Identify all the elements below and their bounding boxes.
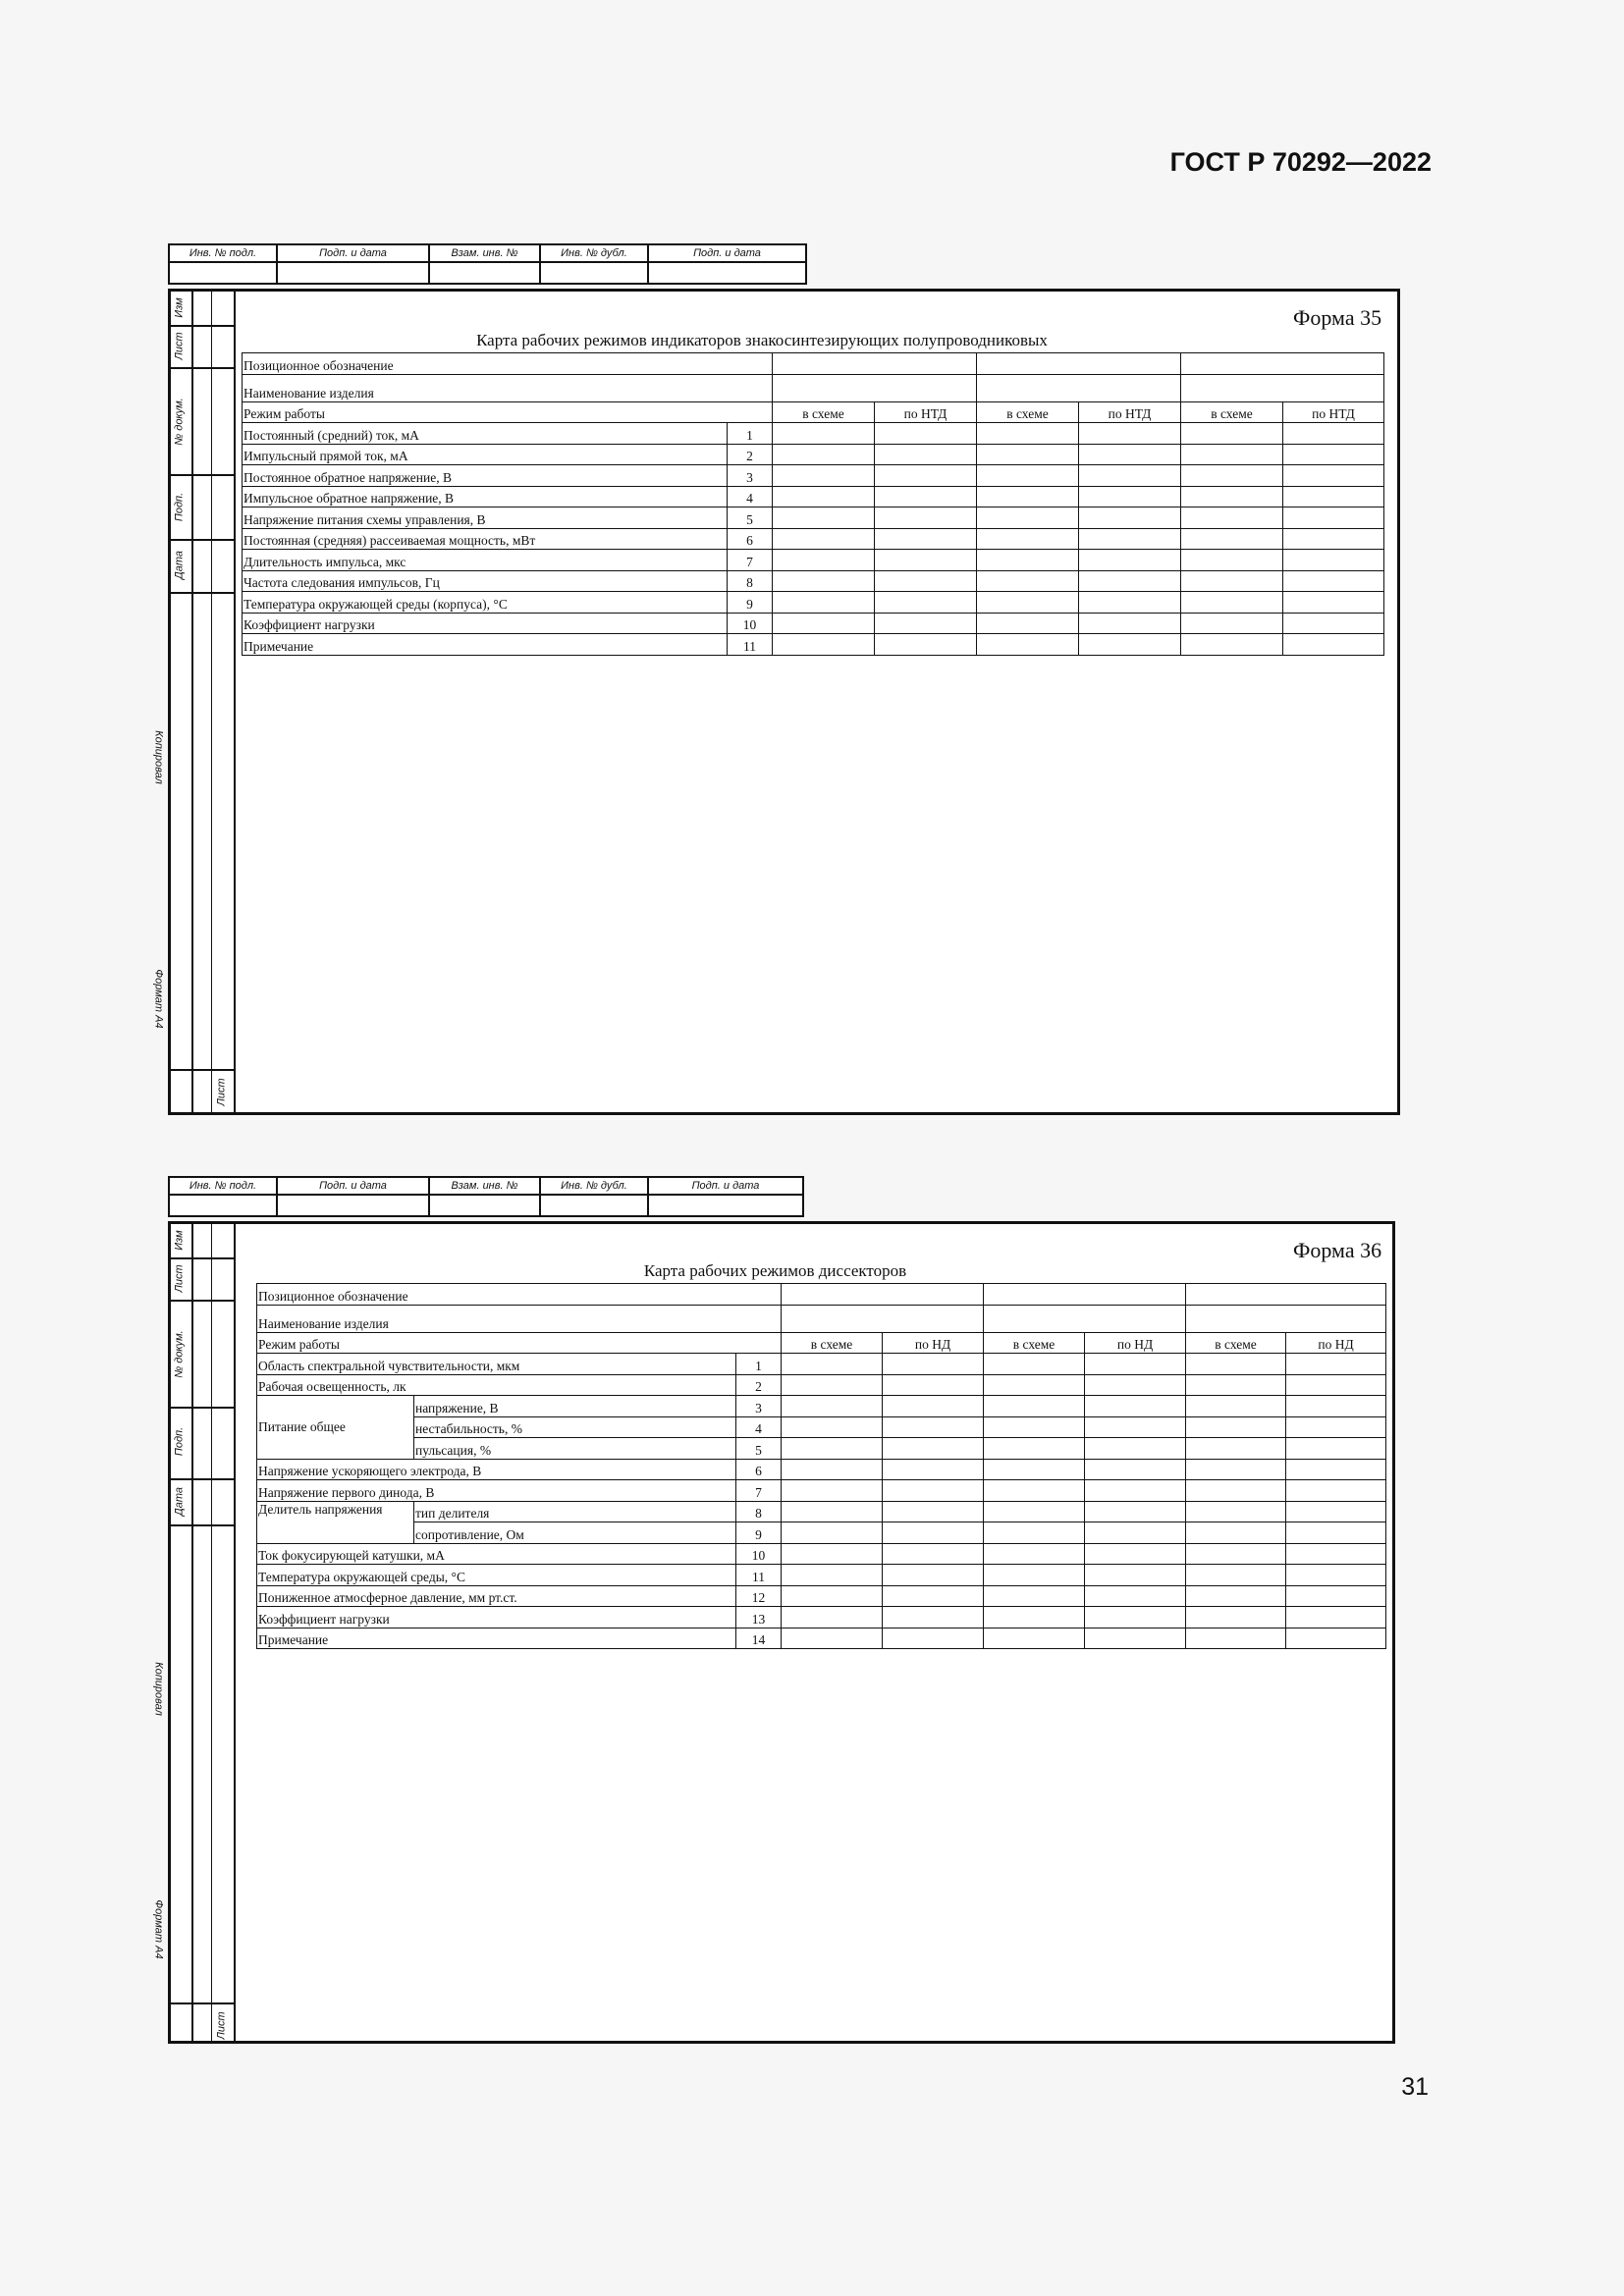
mode-col: по НТД bbox=[1079, 401, 1181, 423]
row-label: Постоянная (средняя) рассеиваемая мощность, мВт bbox=[243, 528, 728, 550]
row-label: Длительность импульса, мкс bbox=[243, 550, 728, 571]
row-label: Постоянный (средний) ток, мА bbox=[243, 423, 728, 445]
mode-col: в схеме bbox=[782, 1332, 883, 1354]
row-label: Примечание bbox=[243, 634, 728, 656]
row-num: 3 bbox=[736, 1396, 782, 1417]
form-title: Карта рабочих режимов диссекторов bbox=[643, 1261, 907, 1280]
row-label: Напряжение первого динода, В bbox=[257, 1480, 736, 1502]
table-row bbox=[243, 507, 1384, 529]
standard-number: ГОСТ Р 70292—2022 bbox=[1169, 147, 1432, 177]
row-label: нестабильность, % bbox=[414, 1416, 736, 1438]
table-row bbox=[257, 1480, 1386, 1502]
header-row-label: Режим работы bbox=[257, 1332, 782, 1354]
row-num: 8 bbox=[736, 1501, 782, 1522]
row-num: 1 bbox=[736, 1354, 782, 1375]
row-label: Область спектральной чувствительности, мкм bbox=[257, 1354, 736, 1375]
mode-col: по НТД bbox=[875, 401, 977, 423]
row-num: 8 bbox=[728, 570, 773, 592]
group-label: Делитель напряжения bbox=[257, 1501, 414, 1543]
row-num: 11 bbox=[736, 1565, 782, 1586]
row-label: Пониженное атмосферное давление, мм рт.ст. bbox=[257, 1585, 736, 1607]
table-row bbox=[257, 1565, 1386, 1586]
stamp-label: Инв. № дубл. bbox=[540, 244, 648, 262]
row-num: 9 bbox=[736, 1522, 782, 1544]
side-label: Дата bbox=[173, 1486, 186, 1517]
mode-col: по НТД bbox=[1283, 401, 1384, 423]
side-label: Подп. bbox=[173, 492, 186, 522]
row-label: Температура окружающей среды (корпуса), °С bbox=[243, 592, 728, 614]
row-label: Температура окружающей среды, °С bbox=[257, 1565, 736, 1586]
row-label: Постоянное обратное напряжение, В bbox=[243, 465, 728, 487]
stamp-label: Подп. и дата bbox=[277, 1177, 429, 1195]
row-label: напряжение, В bbox=[414, 1396, 736, 1417]
table-row bbox=[243, 486, 1384, 507]
table-row bbox=[243, 634, 1384, 656]
format-label: Формат А4 bbox=[152, 969, 165, 1029]
form-id: Форма 36 bbox=[1293, 1238, 1382, 1262]
row-label: Импульсный прямой ток, мА bbox=[243, 444, 728, 465]
row-num: 13 bbox=[736, 1607, 782, 1629]
row-num: 12 bbox=[736, 1585, 782, 1607]
table-row bbox=[257, 1354, 1386, 1375]
table-row bbox=[243, 444, 1384, 465]
row-num: 1 bbox=[728, 423, 773, 445]
mode-col: по НД bbox=[1286, 1332, 1386, 1354]
stamp-label: Инв. № подл. bbox=[169, 1177, 277, 1195]
form36-table bbox=[256, 1283, 1386, 1649]
row-label: Импульсное обратное напряжение, В bbox=[243, 486, 728, 507]
row-label: Ток фокусирующей катушки, мА bbox=[257, 1543, 736, 1565]
table-row bbox=[257, 1416, 1386, 1438]
row-num: 7 bbox=[736, 1480, 782, 1502]
table-row bbox=[243, 570, 1384, 592]
row-num: 5 bbox=[728, 507, 773, 529]
table-row bbox=[243, 465, 1384, 487]
row-label: сопротивление, Ом bbox=[414, 1522, 736, 1544]
stamp-label: Инв. № дубл. bbox=[540, 1177, 648, 1195]
form-title: Карта рабочих режимов индикаторов знакосинтезирующих полупроводниковых bbox=[476, 331, 1048, 349]
table-row bbox=[257, 1543, 1386, 1565]
header-row-label: Наименование изделия bbox=[243, 374, 773, 401]
row-num: 9 bbox=[728, 592, 773, 614]
row-num: 10 bbox=[736, 1543, 782, 1565]
mode-col: в схеме bbox=[984, 1332, 1085, 1354]
row-num: 5 bbox=[736, 1438, 782, 1460]
copied-label: Копировал bbox=[152, 1662, 165, 1716]
row-num: 7 bbox=[728, 550, 773, 571]
mode-col: в схеме bbox=[1181, 401, 1283, 423]
header-row-label: Позиционное обозначение bbox=[257, 1284, 782, 1306]
side-label: Лист bbox=[173, 332, 186, 360]
row-num: 4 bbox=[728, 486, 773, 507]
row-num: 2 bbox=[736, 1374, 782, 1396]
side-label: № докум. bbox=[173, 398, 186, 446]
table-row bbox=[257, 1585, 1386, 1607]
form35-table bbox=[242, 352, 1384, 656]
stamp-strip bbox=[168, 243, 807, 285]
row-label: Коэффициент нагрузки bbox=[243, 613, 728, 634]
row-label: Напряжение питания схемы управления, В bbox=[243, 507, 728, 529]
mode-col: в схеме bbox=[977, 401, 1079, 423]
table-row bbox=[243, 592, 1384, 614]
row-label: пульсация, % bbox=[414, 1438, 736, 1460]
table-row bbox=[243, 528, 1384, 550]
row-label: Примечание bbox=[257, 1628, 736, 1649]
format-label: Формат А4 bbox=[152, 1899, 165, 1959]
row-num: 10 bbox=[728, 613, 773, 634]
table-row bbox=[257, 1459, 1386, 1480]
header-row-label: Наименование изделия bbox=[257, 1305, 782, 1332]
mode-col: в схеме bbox=[773, 401, 875, 423]
group-label: Питание общее bbox=[257, 1396, 414, 1460]
table-row bbox=[257, 1438, 1386, 1460]
table-row bbox=[243, 613, 1384, 634]
table-row bbox=[257, 1522, 1386, 1544]
table-row bbox=[243, 550, 1384, 571]
table-row bbox=[257, 1628, 1386, 1649]
stamp-label: Взам. инв. № bbox=[429, 244, 540, 262]
mode-col: по НД bbox=[883, 1332, 984, 1354]
row-num: 2 bbox=[728, 444, 773, 465]
page-number: 31 bbox=[1401, 2073, 1429, 2101]
row-label: Коэффициент нагрузки bbox=[257, 1607, 736, 1629]
side-label: Подп. bbox=[173, 1426, 186, 1457]
table-row bbox=[257, 1607, 1386, 1629]
sheet-frame bbox=[168, 1221, 1395, 2044]
mode-col: в схеме bbox=[1186, 1332, 1286, 1354]
row-label: Частота следования импульсов, Гц bbox=[243, 570, 728, 592]
stamp-label: Подп. и дата bbox=[648, 1177, 803, 1195]
row-num: 6 bbox=[736, 1459, 782, 1480]
row-label: Рабочая освещенность, лк bbox=[257, 1374, 736, 1396]
table-row bbox=[257, 1374, 1386, 1396]
row-num: 11 bbox=[728, 634, 773, 656]
row-num: 4 bbox=[736, 1416, 782, 1438]
side-label: Изм bbox=[173, 1230, 186, 1251]
side-label: Изм bbox=[173, 297, 186, 318]
table-row bbox=[257, 1501, 1386, 1522]
side-label: Лист bbox=[173, 1264, 186, 1293]
row-num: 14 bbox=[736, 1628, 782, 1649]
form-id: Форма 35 bbox=[1293, 305, 1382, 330]
row-label: тип делителя bbox=[414, 1501, 736, 1522]
side-label: Дата bbox=[173, 550, 186, 580]
row-num: 3 bbox=[728, 465, 773, 487]
table-row bbox=[257, 1396, 1386, 1417]
mode-col: по НД bbox=[1085, 1332, 1186, 1354]
sheet-frame bbox=[168, 289, 1400, 1115]
row-num: 6 bbox=[728, 528, 773, 550]
header-row-label: Позиционное обозначение bbox=[243, 353, 773, 375]
stamp-label: Подп. и дата bbox=[277, 244, 429, 262]
sheet-label: Лист bbox=[215, 1078, 228, 1106]
header-row-label: Режим работы bbox=[243, 401, 773, 423]
sheet-label: Лист bbox=[215, 2011, 228, 2040]
stamp-label: Подп. и дата bbox=[648, 244, 806, 262]
copied-label: Копировал bbox=[152, 730, 165, 784]
stamp-label: Инв. № подл. bbox=[169, 244, 277, 262]
row-label: Напряжение ускоряющего электрода, В bbox=[257, 1459, 736, 1480]
table-row bbox=[243, 423, 1384, 445]
stamp-strip bbox=[168, 1176, 804, 1217]
side-label: № докум. bbox=[173, 1330, 186, 1378]
stamp-label: Взам. инв. № bbox=[429, 1177, 540, 1195]
